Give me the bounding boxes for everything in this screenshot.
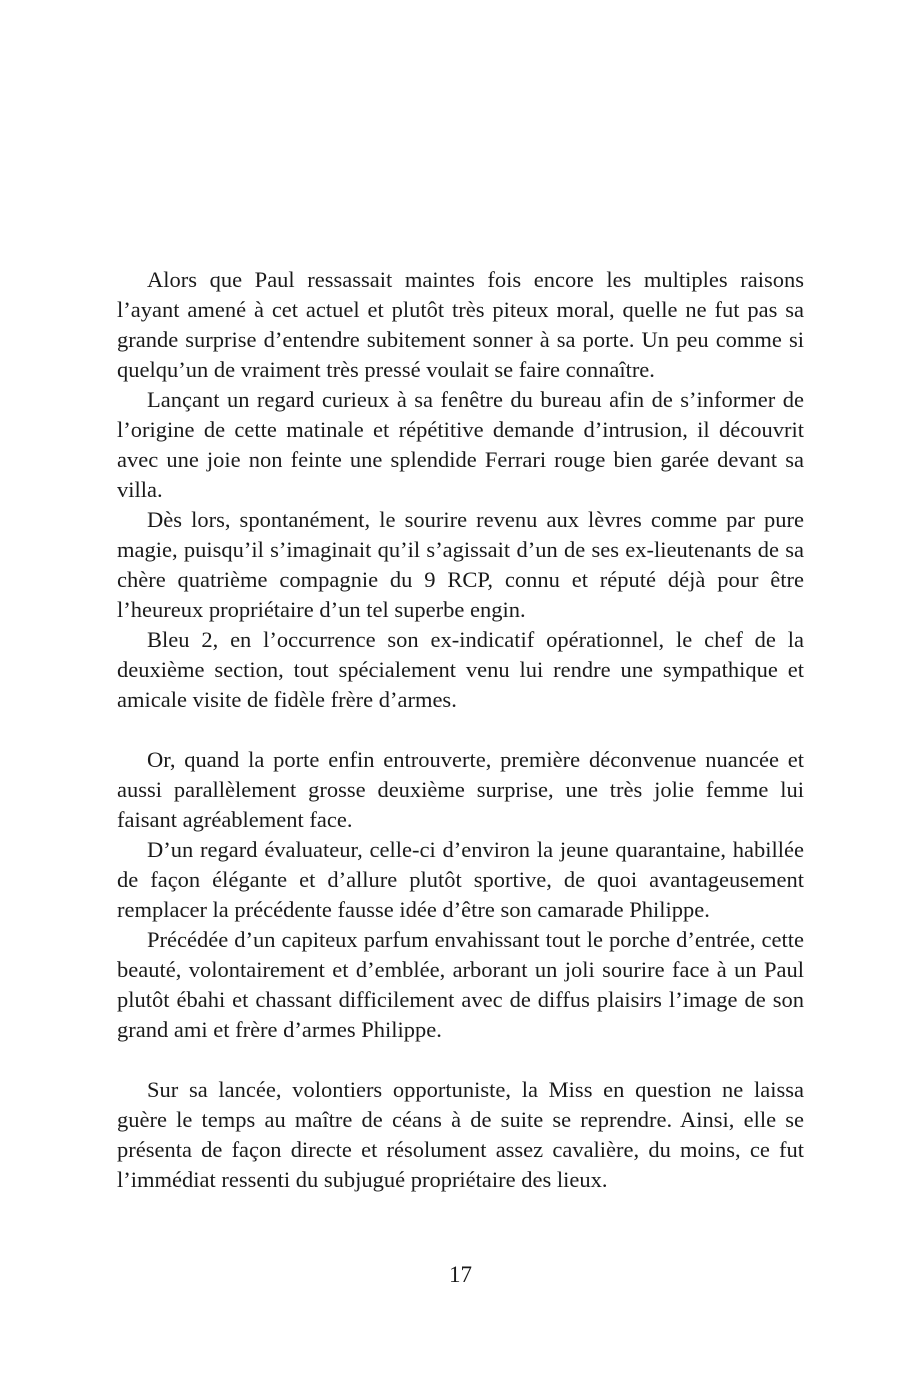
body-text (117, 265, 804, 1195)
paragraph-4: Bleu 2, en l’occurrence son ex-indicatif opérationnel, le chef de la deuxième section, tout spécialement venu lui rendre une sympathique et amicale visite de fidèle frère d’armes. (117, 627, 804, 712)
page-number: 17 (449, 1262, 472, 1287)
paragraph-3: Dès lors, spontanément, le sourire revenu aux lèvres comme par pure magie, puisqu’il s’imaginait qu’il s’agissait d’un de ses ex-lieutenants de sa chère quatrième compagnie du 9 RCP, connu et réputé déjà pour être l’heureux propriétaire d’un tel superbe engin. (117, 507, 804, 622)
paragraph-7: Précédée d’un capiteux parfum envahissant tout le porche d’entrée, cette beauté, volontairement et d’emblée, arborant un joli sourire face à un Paul plutôt ébahi et chassant difficilement avec de diffus plaisirs l’image de son grand ami et frère d’armes Philippe. (117, 927, 804, 1042)
paragraph-1: Alors que Paul ressassait maintes fois encore les multiples raisons l’ayant amené à cet actuel et plutôt très piteux moral, quelle ne fut pas sa grande surprise d’entendre subitement sonner à sa porte. Un peu comme si quelqu’un de vraiment très pressé voulait se faire connaître. (117, 267, 804, 382)
paragraph-6: D’un regard évaluateur, celle-ci d’environ la jeune quarantaine, habillée de façon élégante et d’allure plutôt sportive, de quoi avantageusement remplacer la précédente fausse idée d’être son camarade Philippe. (117, 837, 804, 922)
paragraph-8: Sur sa lancée, volontiers opportuniste, la Miss en question ne laissa guère le temps au maître de céans à de suite se reprendre. Ainsi, elle se présenta de façon directe et résolument assez cavalière, du moins, ce fut l’immédiat ressenti du subjugué propriétaire des lieux. (117, 1077, 804, 1192)
paragraph-5: Or, quand la porte enfin entrouverte, première déconvenue nuancée et aussi parallèlement grosse deuxième surprise, une très jolie femme lui faisant agréablement face. (117, 747, 804, 832)
paragraph-2: Lançant un regard curieux à sa fenêtre du bureau afin de s’informer de l’origine de cette matinale et répétitive demande d’intrusion, il découvrit avec une joie non feinte une splendide Ferrari rouge bien garée devant sa villa. (117, 387, 804, 502)
